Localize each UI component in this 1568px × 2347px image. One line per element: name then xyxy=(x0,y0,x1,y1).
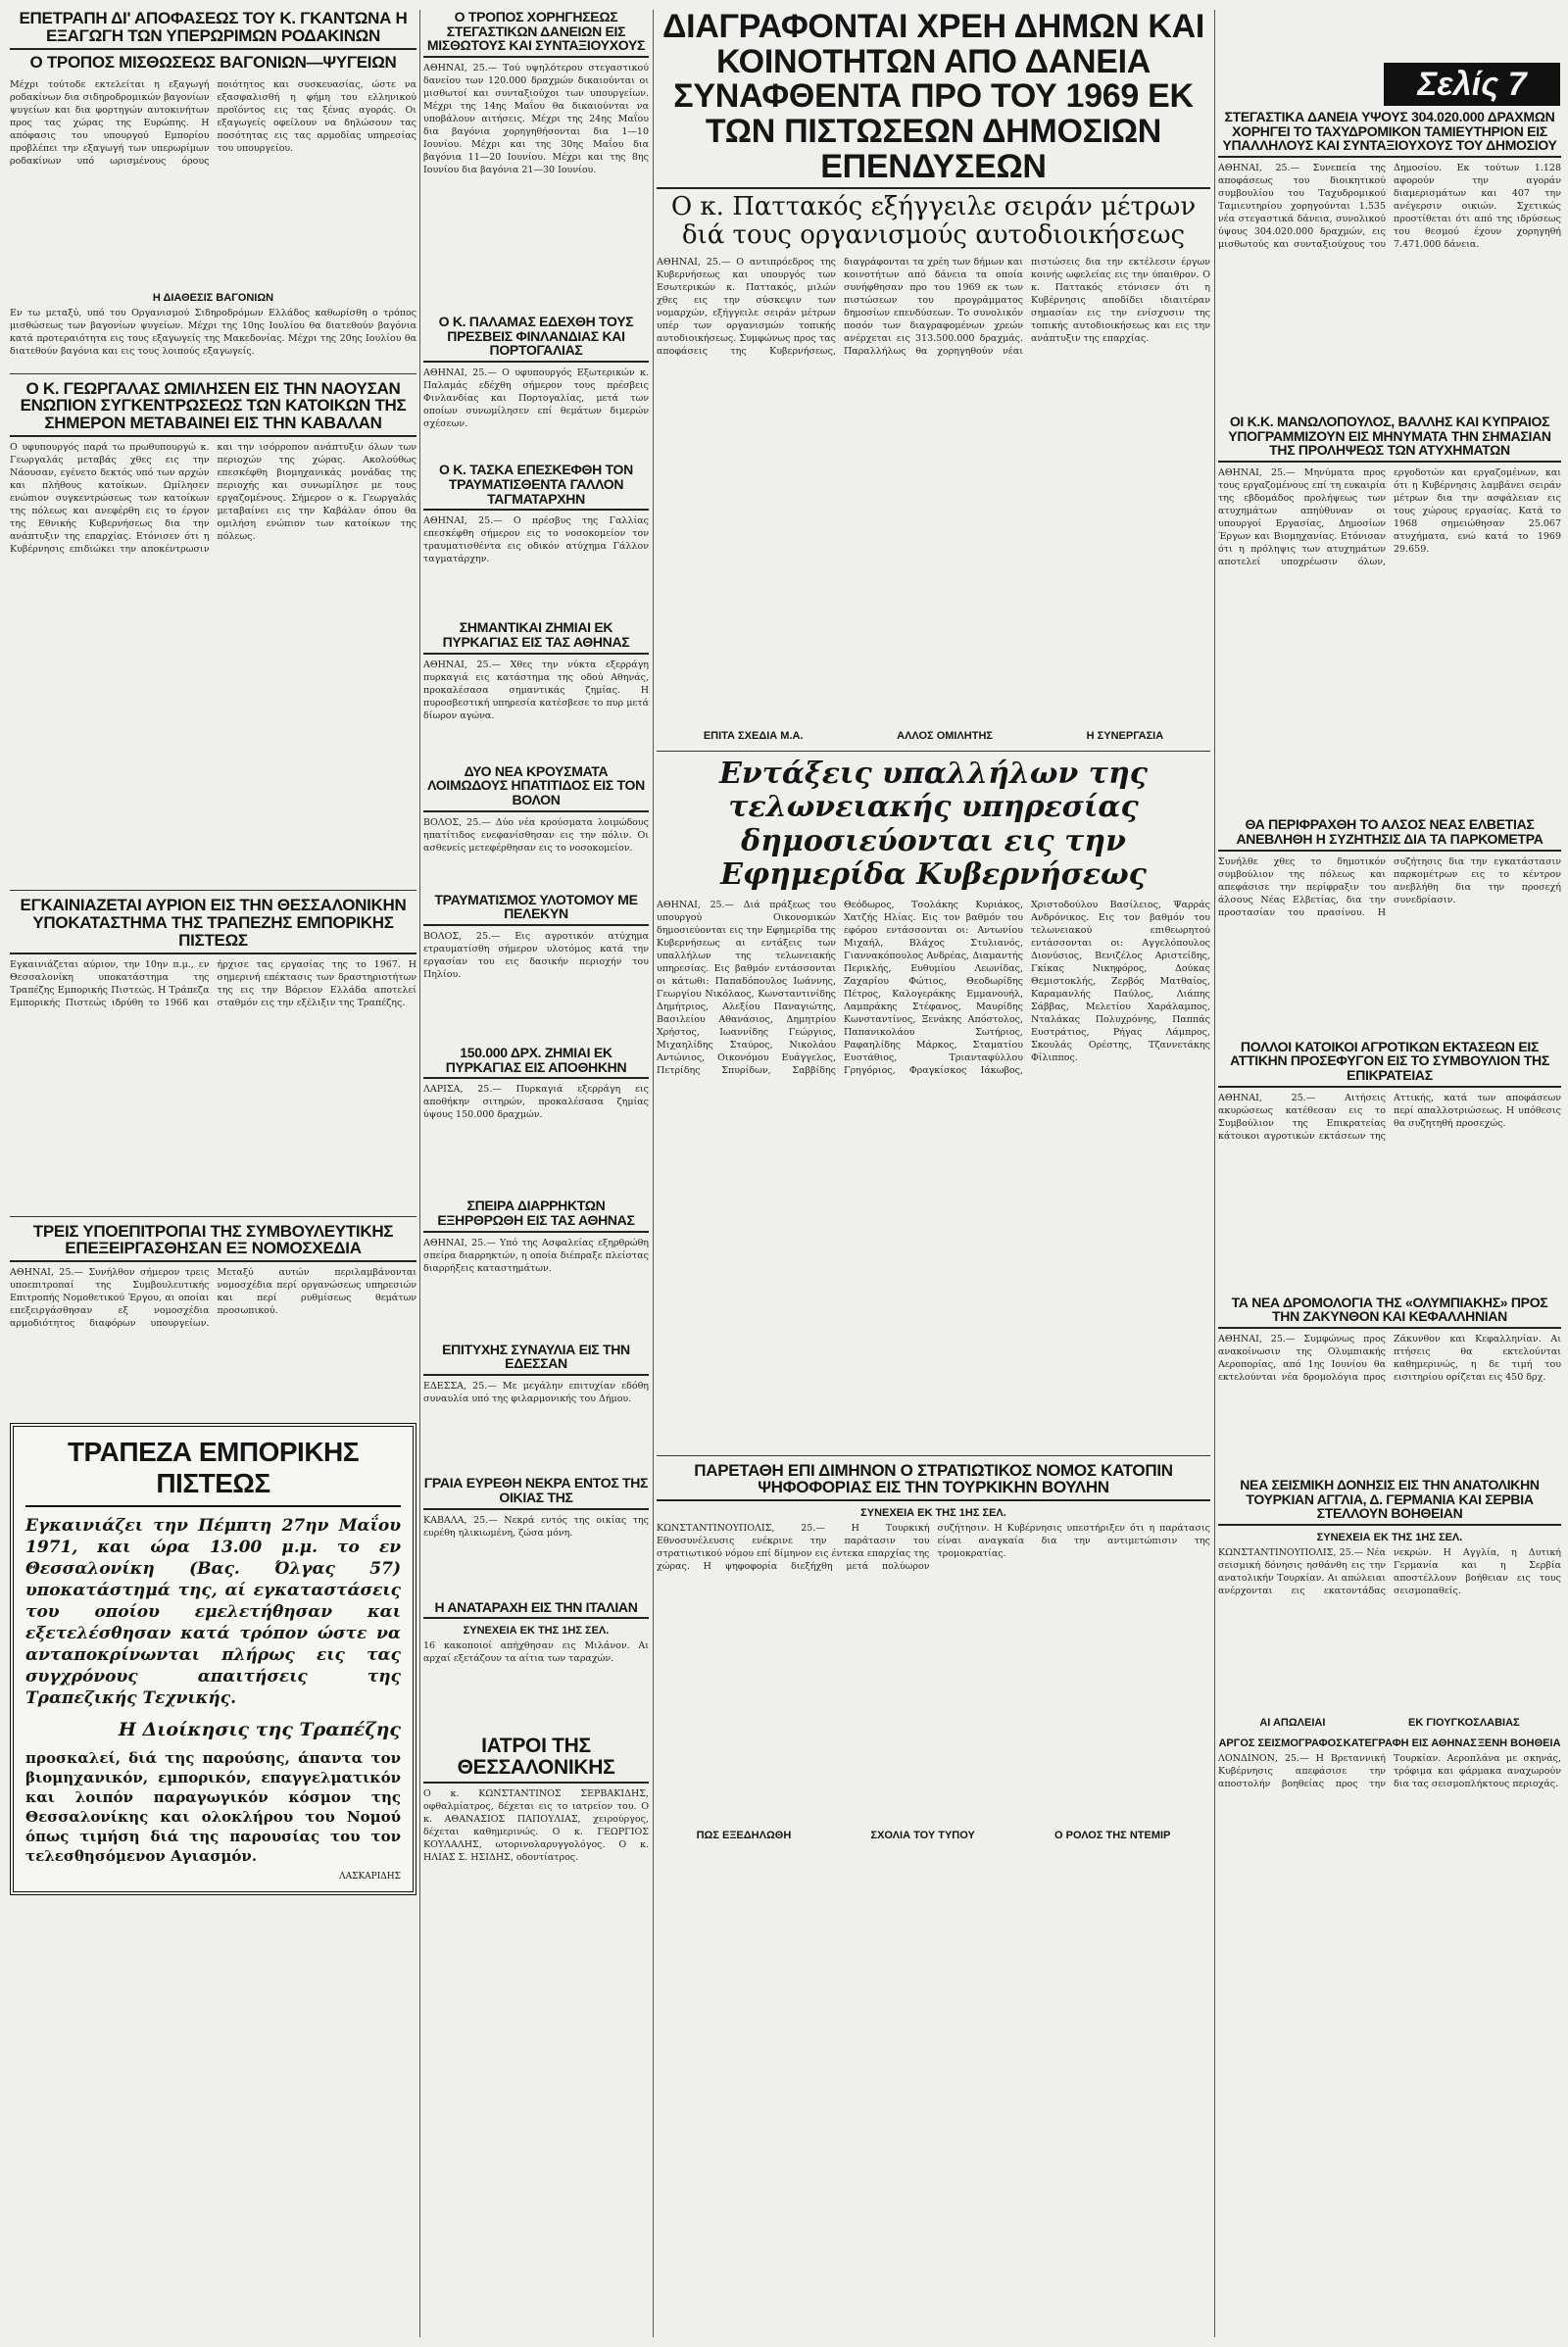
headline-pyrkagia-athinai: ΣΗΜΑΝΤΙΚΑΙ ΖΗΜΙΑΙ ΕΚ ΠΥΡΚΑΓΙΑΣ ΕΙΣ ΤΑΣ ΑΘΗΝΑΣ xyxy=(423,620,649,654)
article-xeni-voitheia: ΛΟΝΔΙΝΟΝ, 25.— Η Βρεταννική Κυβέρνησις απεφάσισε την αποστολήν βοηθείας προς την Τουρκίαν. Αεροπλάνα με σκηνάς, τρόφιμα και φάρμακα αναχωρούν δια τας σεισμοπλήκτους περιοχάς. xyxy=(1218,1753,1561,1789)
bank-advertisement xyxy=(10,1423,416,1895)
article-ylotomos: ΒΟΛΟΣ, 25.— Εις αγροτικόν ατύχημα ετραυματίσθη σήμερον υλοτόμος κατά την εργασίαν του εις δασικήν περιοχήν του Πηλίου. xyxy=(423,931,649,980)
article-stegastika-misthotoi: ΑΘΗΝΑΙ, 25.— Τού υψηλότερου στεγαστικού δανείου των 120.000 δραχμών δικαιούνται οι μισθωτοί και συνταξιούχοι των υπουργείων. Μέχρι της 14ης Μαΐου θα δικαιούνται να υποβάλουν αιτήσεις. Μέχρι της 24ης Μαΐου δια βαγόνια χορηγηθήσονται δια 1—10 Ιουνίου. Μέχρι και της 30ης Μαΐου δια βαγόνια 11—20 Ιουνίου. Μέχρι και της 8ης Ιουνίου δια βαγόνια 21—30 Ιουνίου. xyxy=(423,63,649,176)
headline-stegastika-misthotoi: Ο ΤΡΟΠΟΣ ΧΟΡΗΓΗΣΕΩΣ ΣΤΕΓΑΣΤΙΚΩΝ ΔΑΝΕΙΩΝ ΕΙΣ ΜΙΣΘΩΤΟΥΣ ΚΑΙ ΣΥΝΤΑΞΙΟΥΧΟΥΣ xyxy=(423,10,649,58)
ad-signature: Η Διοίκησις της Τραπέζης xyxy=(118,1719,401,1741)
minor-heads-seismos-1 xyxy=(1218,1711,1561,1732)
headline-ylotomos: ΤΡΑΥΜΑΤΙΣΜΟΣ ΥΛΟΤΟΜΟΥ ΜΕ ΠΕΛΕΚΥΝ xyxy=(423,893,649,926)
column-4 xyxy=(1218,110,1561,2334)
continued-note-italia: ΣΥΝΕΧΕΙΑ ΕΚ ΤΗΣ 1ΗΣ ΣΕΛ. xyxy=(463,1625,610,1638)
article-synaulia: ΕΔΕΣΣΑ, 25.— Με μεγάλην επιτυχίαν εδόθη συναυλία υπό της φιλαρμονικής του Δήμου. xyxy=(423,1381,649,1405)
article-palamas: ΑΘΗΝΑΙ, 25.— Ο υφυπουργός Εξωτερικών κ. Παλαμάς εδέχθη σήμερον τους πρέσβεις Φινλανδίας και Πορτογαλίας, μετά των οποίων συνωμίλησεν επί θεμάτων διμερών σχέσεων. xyxy=(423,367,649,430)
headline-ypoepitropai: ΤΡΕΙΣ ΥΠΟΕΠΙΤΡΟΠΑΙ ΤΗΣ ΣΥΜΒΟΥΛΕΥΤΙΚΗΣ ΕΠΕΞΕΙΡΓΑΣΘΗΣΑΝ ΕΞ ΝΟΜΟΣΧΕΔΙΑ xyxy=(10,1223,416,1263)
headline-synaulia: ΕΠΙΤΥΧΗΣ ΣΥΝΑΥΛΙΑ ΕΙΣ ΤΗΝ ΕΔΕΣΣΑΝ xyxy=(423,1343,649,1376)
article-apothiki: ΛΑΡΙΣΑ, 25.— Πυρκαγιά εξερράγη εις αποθήκην σιτηρών, προκαλέσασα ζημίας ύψους 150.000 δραχμών. xyxy=(423,1084,649,1121)
article-stegastika-tamieftirio: ΑΘΗΝΑΙ, 25.— Συνεπεία της αποφάσεως του διοικητικού συμβουλίου του Ταχυδρομικού Ταμιευτηρίου χορηγούνται 1.535 νέα στεγαστικά δάνεια, συνολικού ύψους 304.020.000 δραχμών, εις μισθωτούς και συνταξιούχους του Δημοσίου. Εκ τούτων 1.128 αφορούν την αγοράν διαμερισμάτων και 407 την ανέγερσιν οικιών. Σχετικώς προστίθεται ότι από της ιδρύσεως του θεσμού έχουν χορηγηθή 7.471.000 δάνεια. xyxy=(1218,163,1561,251)
column-3 xyxy=(657,10,1210,2342)
article-vagonia: Εν τω μεταξύ, υπό του Οργανισμού Σιδηροδρόμων Ελλάδος καθωρίσθη ο τρόπος μισθώσεως των βαγονίων ψυγείων. Μέχρι της 10ης Ιουλίου θα διατεθούν βαγόνια κατά προτεραιότητα εις τους εξαγωγείς της Μακεδονίας. Μέχρι της 20ης Ιουλίου θα διατεθούν βαγόνια και εις τους λοιπούς εξαγωγείς. xyxy=(10,307,416,357)
article-tourkia-nomos: ΚΩΝΣΤΑΝΤΙΝΟΥΠΟΛΙΣ, 25.— Η Τουρκική Εθνοσυνέλευσις ενέκρινε την παράτασιν του στρατιωτικού νόμου επί δίμηνον εις έντεκα επαρχίας της χώρας. Η ψηφοφορία διεξήχθη μετά πολύωρον συζήτησιν. Η Κυβέρνησις υπεστήριξεν ότι η παράτασις είναι αναγκαία δια την αντιμετώπισιν της τρομοκρατίας. xyxy=(657,1523,1210,1573)
headline-alsos: ΘΑ ΠΕΡΙΦΡΑΧΘΗ ΤΟ ΑΛΣΟΣ ΝΕΑΣ ΕΛΒΕΤΙΑΣ ΑΝΕΒΛΗΘΗ Η ΣΥΖΗΤΗΣΙΣ ΔΙΑ ΤΑ ΠΑΡΚΟΜΕΤΡΑ xyxy=(1218,817,1561,851)
article-agrotikes: ΑΘΗΝΑΙ, 25.— Αιτήσεις ακυρώσεως κατέθεσαν εις το Συμβούλιον της Επικρατείας κάτοικοι αγροτικών εκτάσεων της Αττικής, κατά των αποφάσεων περί απαλλοτριώσεως. Η υπόθεσις θα συζητηθή προσεχώς. xyxy=(1218,1092,1561,1142)
page-number-badge: Σελίς 7 xyxy=(1384,63,1560,106)
page-edge-margin xyxy=(0,98,8,490)
headline-iatroi: ΙΑΤΡΟΙ ΤΗΣ ΘΕΣΣΑΛΟΝΙΚΗΣ xyxy=(423,1736,649,1784)
minor-head-xeni-voitheia: ΞΕΝΗ ΒΟΗΘΕΙΑ xyxy=(1477,1737,1561,1749)
minor-head-vagonia: Η ΔΙΑΘΕΣΙΣ ΒΑΓΟΝΙΩΝ xyxy=(152,291,274,304)
minor-head-apoleiai: ΑΙ ΑΠΩΛΕΙΑΙ xyxy=(1259,1717,1326,1729)
headline-ipatitis: ΔΥΟ ΝΕΑ ΚΡΟΥΣΜΑΤΑ ΛΟΙΜΩΔΟΥΣ ΗΠΑΤΙΤΙΔΟΣ ΕΙΣ ΤΟΝ ΒΟΛΟΝ xyxy=(423,764,649,812)
minor-heads-row xyxy=(657,724,1210,745)
article-iatroi: Ο κ. ΚΩΝΣΤΑΝΤΙΝΟΣ ΣΕΡΒΑΚΙΔΗΣ, οφθαλμίατρος, δέχεται εις το ιατρείον του. Ο κ. ΑΘΑΝΑΣΙΟΣ ΠΑΠΟΥΛΙΑΣ, χειρούργος, δέχεται καθημερινώς. Ο κ. ΓΕΩΡΓΙΟΣ ΚΟΥΛΑΛΗΣ, ωτορινολαρυγγολόγος. Ο κ. ΗΛΙΑΣ Σ. ΗΣΙΔΗΣ, οδοντίατρος. xyxy=(423,1788,649,1864)
ad-credit: ΛΑΣΚΑΡΙΔΗΣ xyxy=(339,1872,401,1882)
headline-diarriktes: ΣΠΕΙΡΑ ΔΙΑΡΡΗΚΤΩΝ ΕΞΗΡΘΡΩΘΗ ΕΙΣ ΤΑΣ ΑΘΗΝΑΣ xyxy=(423,1198,649,1232)
column-rule xyxy=(419,10,420,2337)
headline-italia: Η ΑΝΑΤΑΡΑΧΗ ΕΙΣ ΤΗΝ ΙΤΑΛΙΑΝ xyxy=(423,1600,649,1620)
article-rodakina: Μέχρι τούτοδε εκτελείται η εξαγωγή ροδακίνων δια σιδηροδρομικών βαγονίων ψυγείων και δια φορτηγών αυτοκινήτων προς τας χώρας της Ευρώπης. Η απόφασις του υπουργού Εμπορίου προβλέπει την εξαγωγή των υπερωρίμων ροδακίνων υπό ωρισμένους όρους ποιότητος και συσκευασίας, ώστε να εξασφαλισθή η φήμη του ελληνικού προϊόντος εις τας ξένας αγοράς. Οι εξαγωγείς οφείλουν να δηλώσουν τας ποσότητας εις τας αρμοδίας υπηρεσίας του υπουργείου. xyxy=(10,78,416,167)
section-divider xyxy=(657,1455,1210,1456)
article-trapeza: Εγκαινιάζεται αύριον, την 10ην π.μ., εν Θεσσαλονίκη υποκατάστημα της Τραπέζης Εμπορικής Πιστεώς. Η Τράπεζα Εμπορικής Πιστεώς ιδρύθη το 1966 και ήρχισε τας εργασίας της το 1967. Η σημερινή επέκτασις των δραστηριοτήτων της εις την Βόρειον Ελλάδα αποτελεί σταθμόν εις την εξέλιξιν της Τραπέζης. xyxy=(10,958,416,1008)
minor-head-omilitis: ΑΛΛΟΣ ΟΜΙΛΗΤΗΣ xyxy=(897,729,994,742)
article-graia: ΚΑΒΑΛΑ, 25.— Νεκρά εντός της οικίας της ευρέθη ηλικιωμένη, ζώσα μόνη. xyxy=(423,1514,649,1539)
article-ypoepitropai: ΑΘΗΝΑΙ, 25.— Συνήλθον σήμερον τρεις υποεπιτροπαί της Συμβουλευτικής Επιτροπής Νομοθετικού Έργου, αι οποίαι επεξειργάσθησαν εξ νομοσχέδια αρμοδιότητος διαφόρων υπουργείων. Μεταξύ αυτών περιλαμβάνονται νομοσχέδια περί οργανώσεως υπηρεσιών και περί ρυθμίσεως θεμάτων προσωπικού. xyxy=(10,1267,416,1330)
minor-head-demir: Ο ΡΟΛΟΣ ΤΗΣ ΝΤΕΜΙΡ xyxy=(1054,1830,1171,1842)
headline-olympiaki: ΤΑ ΝΕΑ ΔΡΟΜΟΛΟΓΙΑ ΤΗΣ «ΟΛΥΜΠΙΑΚΗΣ» ΠΡΟΣ ΤΗΝ ΖΑΚΥΝΘΟΝ ΚΑΙ ΚΕΦΑΛΛΗΝΙΑΝ xyxy=(1218,1296,1561,1329)
article-telonia: ΑΘΗΝΑΙ, 25.— Διά πράξεως του υπουργού Οικονομικών δημοσιεύονται εις την Εφημερίδα της Κυβερνήσεως αι εντάξεις των υπαλλήλων της τελωνειακής υπηρεσίας. Εις βαθμόν εντάσσονται οι κάτωθι: Παπαδόπουλος Ιωάννης, Γεωργίου Νικόλαος, Κωνσταντινίδης Δημήτριος, Αλεξίου Παναγιώτης, Βασιλείου Αθανάσιος, Δημητρίου Χρήστος, Ιωαννίδης Γεώργιος, Μιχαηλίδης Σταύρος, Νικολάου Αντώνιος, Οικονόμου Ευάγγελος, Πετρίδης Σπυρίδων, Σαββίδης Θεόδωρος, Τσολάκης Κυριάκος, Χατζής Ηλίας. Εις τον βαθμόν του εφόρου εντάσσονται οι: Αντωνίου Μιχαήλ, Βλάχος Στυλιανός, Γιαννακόπουλος Ανδρέας, Διαμαντής Περικλής, Ευθυμίου Λεωνίδας, Ζαχαρίου Φώτιος, Θεοδωρίδης Πέτρος, Καλογεράκης Εμμανουήλ, Λαμπράκης Στέφανος, Μαυρίδης Κωνσταντίνος, Ξενάκης Απόστολος, Παπανικολάου Σωτήριος, Ραφαηλίδης Μάρκος, Σταματίου Ευστάθιος, Τριανταφύλλου Γρηγόριος, Φραγκίσκος Ιάκωβος, Χριστοδούλου Βασίλειος, Ψαρράς Ανδρόνικος. Εις τον βαθμόν του τελωνειακού επιθεωρητού εντάσσονται οι: Αγγελόπουλος Διονύσιος, Βενιζέλος Αριστείδης, Γκίκας Νικηφόρος, Δούκας Θεμιστοκλής, Ζερβός Ματθαίος, Καραμανλής Παύλος, Λιάπης Σάββας, Μελετίου Χαράλαμπος, Νταλάκας Πολυχρόνης, Παππάς Ευστράτιος, Ρήγας Λάμπρος, Σκουλάς Ορέστης, Τζαννετάκης Φίλιππος. xyxy=(657,899,1210,1076)
ad-title: ΤΡΑΠΕΖΑ ΕΜΠΟΡΙΚΗΣ ΠΙΣΤΕΩΣ xyxy=(25,1437,401,1507)
column-rule xyxy=(653,10,654,2337)
headline-telonia: Εντάξεις υπαλλήλων της τελωνειακής υπηρεσίας δημοσιεύονται εις την Εφημερίδα Κυβερνήσεως xyxy=(718,756,1149,893)
headline-graia: ΓΡΑΙΑ ΕΥΡΕΘΗ ΝΕΚΡΑ ΕΝΤΟΣ ΤΗΣ ΟΙΚΙΑΣ ΤΗΣ xyxy=(423,1476,649,1509)
headline-seismos: ΝΕΑ ΣΕΙΣΜΙΚΗ ΔΟΝΗΣΙΣ ΕΙΣ ΤΗΝ ΑΝΑΤΟΛΙΚΗΝ ΤΟΥΡΚΙΑΝ ΑΓΓΛΙΑ, Δ. ΓΕΡΜΑΝΙΑ ΚΑΙ ΣΕΡΒΙΑ ΣΤΕΛΛΟΥΝ ΒΟΗΘΕΙΑΝ xyxy=(1218,1478,1561,1526)
article-pyrkagia-athinai: ΑΘΗΝΑΙ, 25.— Χθες την νύκτα εξερράγη πυρκαγιά εις κατάστημα της οδού Αθηνάς, προκαλέσασα σημαντικάς ζημίας. Η πυροσβεστική υπηρεσία κατέσβεσε το πυρ μετά δίωρον αγώνα. xyxy=(423,659,649,721)
continued-note-tourkia: ΣΥΝΕΧΕΙΑ ΕΚ ΤΗΣ 1ΗΣ ΣΕΛ. xyxy=(860,1507,1006,1520)
minor-heads-seismos-2 xyxy=(1218,1732,1561,1752)
subhead-vagonia: Ο ΤΡΟΠΟΣ ΜΙΣΘΩΣΕΩΣ ΒΑΓΟΝΙΩΝ—ΨΥΓΕΙΩΝ xyxy=(29,52,397,72)
article-main: ΑΘΗΝΑΙ, 25.— Ο αντιπρόεδρος της Κυβερνήσεως και υπουργός των Εσωτερικών κ. Παττακός, μιλών χθες εις την σύσκεψιν των νομαρχών, εξήγγειλε σειράν μέτρων υπέρ των οργανισμών τοπικής αυτοδιοικήσεως. Συμφώνως προς τας αποφάσεις της Κυβερνήσεως, διαγράφονται τα χρέη των δήμων και κοινοτήτων από δάνεια τα οποία συνήφθησαν προ του 1969 εκ των πιστώσεων του προγράμματος δημοσίων επενδύσεων. Το συνολικόν ποσόν των διαγραφομένων χρεών ανέρχεται εις 313.500.000 δραχμάς. Παραλλήλως θα χορηγηθούν νέαι πιστώσεις δια την εκτέλεσιν έργων κοινής ωφελείας εις την ύπαιθρον. Ο κ. Παττακός ετόνισεν ότι η Κυβέρνησις αποδίδει ιδιαιτέραν σημασίαν εις την ενίσχυσιν της τοπικής αυτοδιοικήσεως και εις την ανάπτυξιν της επαρχίας. xyxy=(657,256,1210,357)
column-rule xyxy=(1214,10,1215,2337)
article-georgalas: Ο υφυπουργός παρά τω πρωθυπουργώ κ. Γεωργαλάς μεταβάς χθες εις την Νάουσαν, εγένετο δεκτός υπό των αρχών και πλήθους κατοίκων. Ωμίλησεν ενώπιον συγκεντρώσεως των κατοίκων της πόλεως και ανεφέρθη εις το έργον της Εθνικής Κυβερνήσεως δια την ανάπτυξιν της επαρχίας. Ετόνισεν ότι η Κυβέρνησις επιδιώκει την αποκέντρωσιν και την ισόρροπον ανάπτυξιν όλων των περιοχών της χώρας. Ακολούθως επεσκέφθη βιομηχανικάς μονάδας της περιοχής και συνωμίλησε με τους εργαζομένους. Σήμερον ο κ. Γεωργαλάς μεταβαίνει εις την Καβάλαν όπου θα ομιλήση ενώπιον των κατοίκων της πόλεως. xyxy=(10,442,416,556)
headline-apothiki: 150.000 ΔΡΧ. ΖΗΜΙΑΙ ΕΚ ΠΥΡΚΑΓΙΑΣ ΕΙΣ ΑΠΟΘΗΚΗΝ xyxy=(423,1046,649,1079)
section-divider xyxy=(10,1216,416,1217)
article-seismos: ΚΩΝΣΤΑΝΤΙΝΟΥΠΟΛΙΣ, 25.— Νέα σεισμική δόνησις ησθάνθη εις την ανατολικήν Τουρκίαν. Αι απώλειαι ανέρχονται εις εκατοντάδας νεκρών. Η Αγγλία, η Δυτική Γερμανία και η Σερβία αποστέλλουν βοήθειαν εις τους σεισμοπαθείς. xyxy=(1218,1547,1561,1596)
headline-agrotikes: ΠΟΛΛΟΙ ΚΑΤΟΙΚΟΙ ΑΓΡΟΤΙΚΩΝ ΕΚΤΑΣΕΩΝ ΕΙΣ ΑΤΤΙΚΗΝ ΠΡΟΣΕΦΥΓΟΝ ΕΙΣ ΤΟ ΣΥΜΒΟΥΛΙΟΝ ΤΗΣ ΕΠΙΚΡΑΤΕΙΑΣ xyxy=(1218,1040,1561,1088)
headline-trapeza: ΕΓΚΑΙΝΙΑΖΕΤΑΙ ΑΥΡΙΟΝ ΕΙΣ ΤΗΝ ΘΕΣΣΑΛΟΝΙΚΗΝ ΥΠΟΚΑΤΑΣΤΗΜΑ ΤΗΣ ΤΡΑΠΕΖΗΣ ΕΜΠΟΡΙΚΗΣ ΠΙΣΤΕΩΣ xyxy=(10,897,416,954)
headline-rodakina: ΕΠΕΤΡΑΠΗ ΔΙ' ΑΠΟΦΑΣΕΩΣ ΤΟΥ Κ. ΓΚΑΝΤΩΝΑ Η ΕΞΑΓΩΓΗ ΤΩΝ ΥΠΕΡΩΡΙΜΩΝ ΡΟΔΑΚΙΝΩΝ xyxy=(10,10,416,50)
minor-head-seismografos: ΑΡΓΟΣ ΣΕΙΣΜΟΓΡΑΦΟΣ xyxy=(1218,1737,1343,1749)
article-alsos: Συνήλθε χθες το δημοτικόν συμβούλιον της πόλεως και απεφάσισε την περίφραξιν του άλσους Νέας Ελβετίας, δια την προστασίαν του πρασίνου. Η συζήτησις δια την εγκατάστασιν παρκομέτρων εις το κέντρον ανεβλήθη δια την προσεχή συνεδρίασιν. xyxy=(1218,856,1561,918)
column-2 xyxy=(423,10,649,2342)
article-olympiaki: ΑΘΗΝΑΙ, 25.— Συμφώνως προς ανακοίνωσιν της Ολυμπιακής Αεροπορίας, από 1ης Ιουνίου θα εκτελούνται νέα δρομολόγια προς Ζάκυνθον και Κεφαλληνίαν. Αι πτήσεις θα εκτελούνται καθημερινώς, η δε τιμή του εισιτηρίου ορίζεται εις 450 δρχ. xyxy=(1218,1333,1561,1383)
column-1 xyxy=(10,10,416,2342)
ad-invitation: προσκαλεί, διά της παρούσης, άπαντα τον βιομηχανικόν, εμπορικόν, επαγγελματικόν και λοιπόν παραγωγικόν κόσμον της Θεσσαλονίκης και ολοκλήρου του Νομού όπως τιμήση διά της παρουσίας του τον τελεσθησόμενον Αγιασμόν. xyxy=(25,1749,401,1866)
article-italia: 16 κακοποιοί απήχθησαν εις Μιλάνον. Αι αρχαί εξετάζουν τα αίτια των ταραχών. xyxy=(423,1640,649,1665)
minor-head-giougkoslavia: ΕΚ ΓΙΟΥΓΚΟΣΛΑΒΙΑΣ xyxy=(1408,1717,1520,1729)
headline-stegastika-tamieftirio: ΣΤΕΓΑΣΤΙΚΑ ΔΑΝΕΙΑ ΥΨΟΥΣ 304.020.000 ΔΡΑΧΜΩΝ ΧΟΡΗΓΕΙ ΤΟ ΤΑΧΥΔΡΟΜΙΚΟΝ ΤΑΜΙΕΥΤΗΡΙΟΝ ΕΙΣ ΥΠΑΛΛΗΛΟΥΣ ΚΑΙ ΣΥΝΤΑΞΙΟΥΧΟΥΣ ΤΟΥ ΔΗΜΟΣΙΟΥ xyxy=(1218,110,1561,158)
article-diarriktes: ΑΘΗΝΑΙ, 25.— Υπό της Ασφαλείας εξηρθρώθη σπείρα διαρρηκτών, η οποία διέπραξε πλείστας διαρρήξεις καταστημάτων. xyxy=(423,1237,649,1274)
headline-taska: Ο Κ. ΤΑΣΚΑ ΕΠΕΣΚΕΦΘΗ ΤΟΝ ΤΡΑΥΜΑΤΙΣΘΕΝΤΑ ΓΑΛΛΟΝ ΤΑΓΜΑΤΑΡΧΗΝ xyxy=(423,463,649,511)
minor-head-synergasia: Η ΣΥΝΕΡΓΑΣΙΑ xyxy=(1086,729,1164,742)
minor-head-scholia: ΣΧΟΛΙΑ ΤΟΥ ΤΥΠΟΥ xyxy=(870,1830,975,1842)
ad-text: Εγκαινιάζει την Πέμπτη 27ην Μαΐου 1971, και ώρα 13.00 μ.μ. το εν Θεσσαλονίκη (Βας. Όλγας 57) υποκατάστημά της, αί εγκαταστάσεις του οποίου εμελετήθησαν και εξετελέσθησαν κατά τρόπον ώστε να ανταποκρίνωνται πλήρως εις τας συγχρόνους απαιτήσεις της Τραπεζικής Τεχνικής. xyxy=(25,1516,401,1709)
minor-head-exedilothi: ΠΩΣ ΕΞΕΔΗΛΩΘΗ xyxy=(696,1830,792,1842)
headline-georgalas: Ο Κ. ΓΕΩΡΓΑΛΑΣ ΩΜΙΛΗΣΕΝ ΕΙΣ ΤΗΝ ΝΑΟΥΣΑΝ ΕΝΩΠΙΟΝ ΣΥΓΚΕΝΤΡΩΣΕΩΣ ΤΩΝ ΚΑΤΟΙΚΩΝ ΤΗΣ ΣΗΜΕΡΟΝ ΜΕΤΑΒΑΙΝΕΙ ΕΙΣ ΤΗΝ ΚΑΒΑΛΑΝ xyxy=(10,380,416,438)
main-subheadline: Ο κ. Παττακός εξήγγειλε σειράν μέτρων διά τους οργανισμούς αυτοδιοικήσεως xyxy=(670,192,1197,251)
section-divider xyxy=(10,890,416,891)
minor-heads-row-2 xyxy=(657,1824,1210,1844)
main-headline: ΔΙΑΓΡΑΦΟΝΤΑΙ ΧΡΕΗ ΔΗΜΩΝ ΚΑΙ ΚΟΙΝΟΤΗΤΩΝ ΑΠΟ ΔΑΝΕΙΑ ΣΥΝΑΦΘΕΝΤΑ ΠΡΟ ΤΟΥ 1969 ΕΚ ΤΩΝ ΠΙΣΤΩΣΕΩΝ ΔΗΜΟΣΙΩΝ ΕΠΕΝΔΥΣΕΩΝ xyxy=(657,10,1210,189)
headline-palamas: Ο Κ. ΠΑΛΑΜΑΣ ΕΔΕΧΘΗ ΤΟΥΣ ΠΡΕΣΒΕΙΣ ΦΙΝΛΑΝΔΙΑΣ ΚΑΙ ΠΟΡΤΟΓΑΛΙΑΣ xyxy=(423,315,649,363)
minor-head-schedia: ΕΠΙΤΑ ΣΧΕΔΙΑ Μ.Α. xyxy=(703,729,804,742)
headline-atychimata: ΟΙ Κ.Κ. ΜΑΝΩΛΟΠΟΥΛΟΣ, ΒΑΛΛΗΣ ΚΑΙ ΚΥΠΡΑΙΟΣ ΥΠΟΓΡΑΜΜΙΖΟΥΝ ΕΙΣ ΜΗΝΥΜΑΤΑ ΤΗΝ ΣΗΜΑΣΙΑΝ ΤΗΣ ΠΡΟΛΗΨΕΩΣ ΤΩΝ ΑΤΥΧΗΜΑΤΩΝ xyxy=(1218,415,1561,463)
section-divider xyxy=(657,751,1210,752)
continued-note-seismos: ΣΥΝΕΧΕΙΑ ΕΚ ΤΗΣ 1ΗΣ ΣΕΛ. xyxy=(1316,1532,1463,1543)
minor-head-katagrafi: ΚΑΤΕΓΡΑΦΗ ΕΙΣ ΑΘΗΝΑΣ xyxy=(1343,1737,1477,1749)
article-atychimata: ΑΘΗΝΑΙ, 25.— Μηνύματα προς τους εργαζομένους επί τη ευκαιρία της εβδομάδος προλήψεως των ατυχημάτων απηύθυναν οι υπουργοί Εργασίας, Δημοσίων Έργων και Βιομηχανίας. Ετόνισαν ότι η πρόληψις των ατυχημάτων αποτελεί υποχρέωσιν όλων, εργοδοτών και εργαζομένων, και ότι η Κυβέρνησις λαμβάνει σειράν μέτρων δια την ασφάλειαν εις τους χώρους εργασίας. Κατά το 1968 σημειώθησαν 25.067 ατυχήματα, ενώ κατά το 1969 29.659. xyxy=(1218,467,1561,568)
article-ipatitis: ΒΟΛΟΣ, 25.— Δύο νέα κρούσματα λοιμώδους ηπατίτιδος ενεφανίσθησαν εις την πόλιν. Οι ασθενείς μετεφέρθησαν εις το νοσοκομείον. xyxy=(423,816,649,854)
article-taska: ΑΘΗΝΑΙ, 25.— Ο πρέσβυς της Γαλλίας επεσκέφθη σήμερον εις το νοσοκομείον τον τραυματισθέντα εις οδικόν ατύχημα Γάλλον ταγματάρχην. xyxy=(423,515,649,565)
headline-tourkia-nomos: ΠΑΡΕΤΑΘΗ ΕΠΙ ΔΙΜΗΝΟΝ Ο ΣΤΡΑΤΙΩΤΙΚΟΣ ΝΟΜΟΣ ΚΑΤΟΠΙΝ ΨΗΦΟΦΟΡΙΑΣ ΕΙΣ ΤΗΝ ΤΟΥΡΚΙΚΗΝ ΒΟΥΛΗΝ xyxy=(657,1462,1210,1502)
section-divider xyxy=(10,373,416,374)
